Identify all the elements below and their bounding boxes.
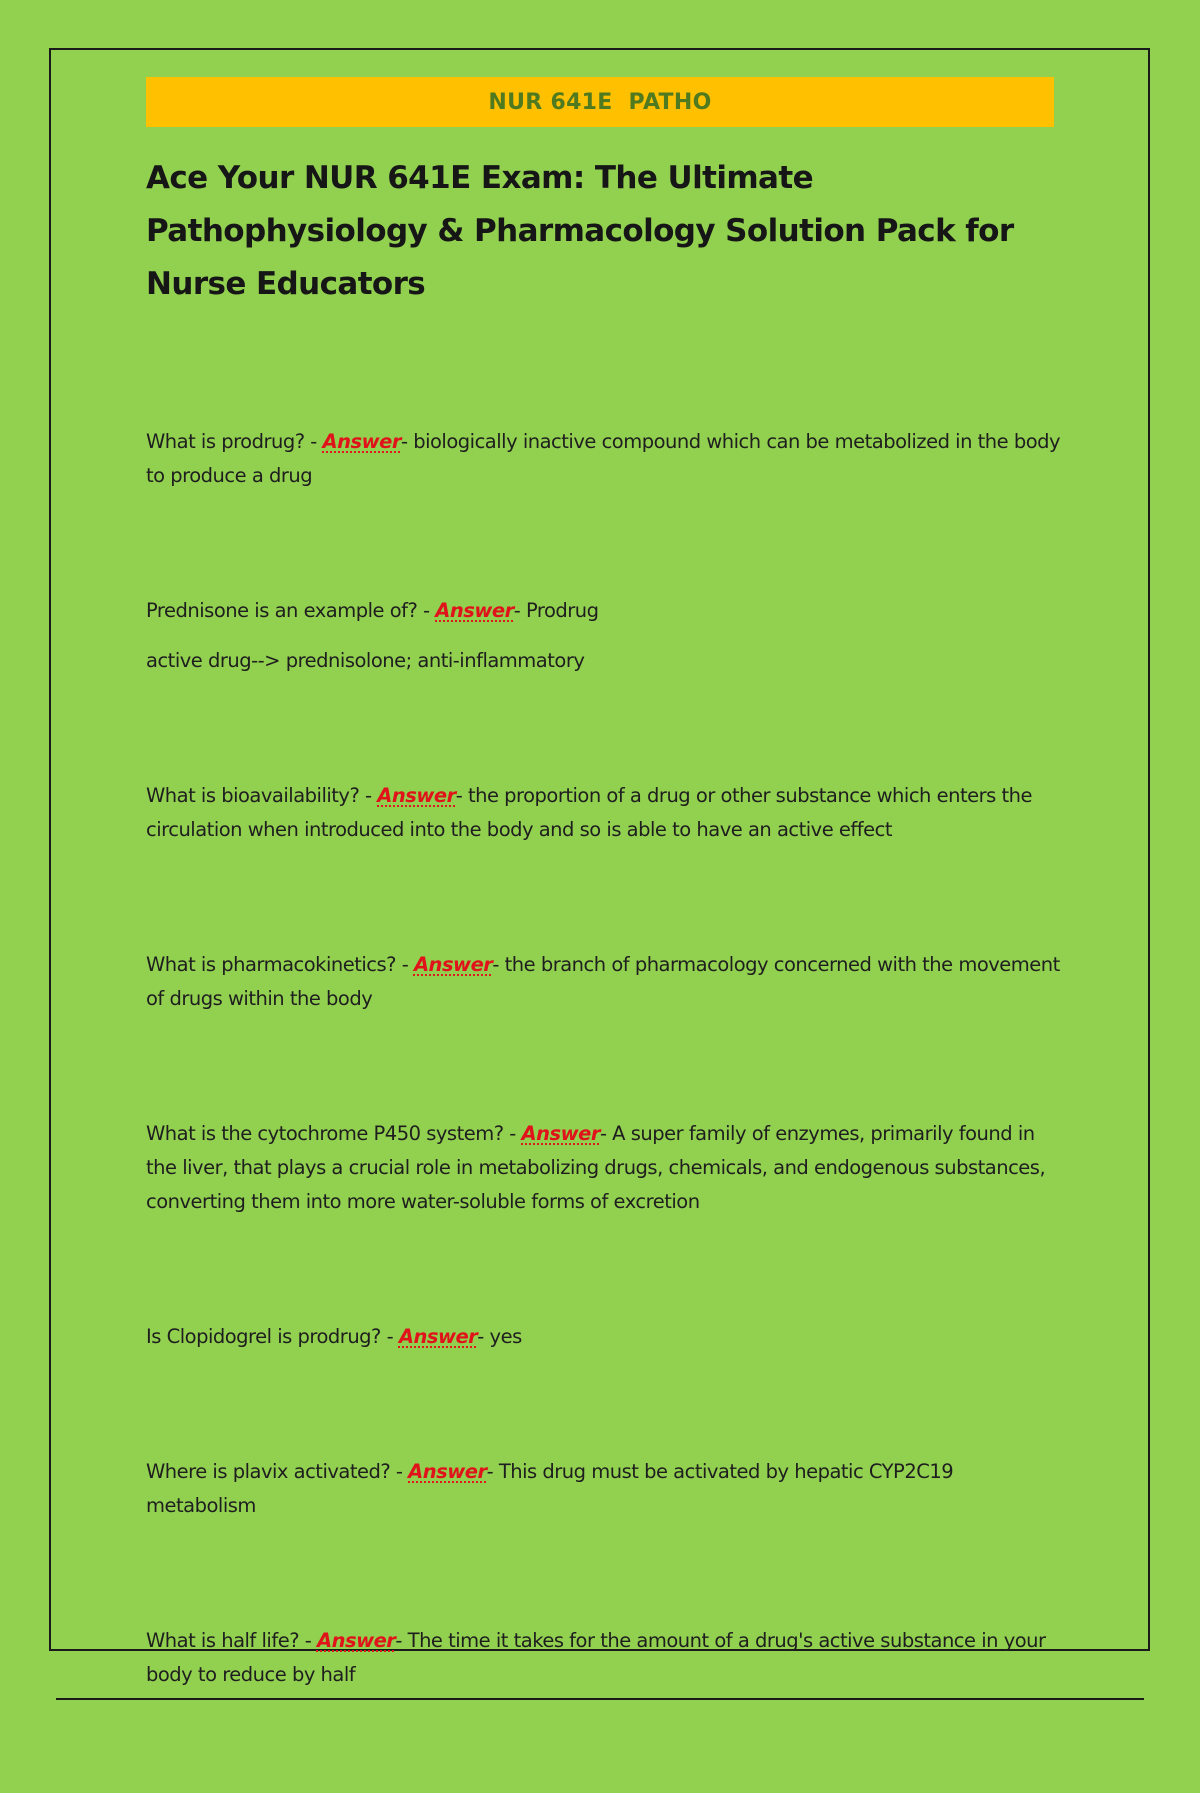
qa-item xyxy=(146,1117,1066,1219)
qa-item xyxy=(146,779,1066,847)
answer-detail: active drug--> prednisolone; anti-inflammatory xyxy=(146,649,585,672)
answer-label: Answer xyxy=(435,599,514,622)
answer-label: Answer xyxy=(377,784,456,807)
answer-label: Answer xyxy=(398,1325,478,1348)
answer-label: Answer xyxy=(408,1460,487,1483)
qa-item xyxy=(146,1320,1066,1354)
qa-item xyxy=(146,425,1066,493)
answer-label: Answer xyxy=(322,430,401,453)
question-text: What is prodrug? - xyxy=(146,430,323,453)
qa-item xyxy=(146,948,1066,1016)
answer-label: Answer xyxy=(413,953,493,976)
question-text: Where is plavix activated? - xyxy=(146,1460,409,1483)
question-text: Prednisone is an example of? - xyxy=(146,599,436,622)
answer-text: - yes xyxy=(477,1325,522,1348)
question-text: What is bioavailability? - xyxy=(146,784,378,807)
answer-text: - This drug must be activated by hepatic CYP2C19 metabolism xyxy=(146,1460,954,1517)
question-text: What is half life? - xyxy=(146,1629,317,1652)
answer-label: Answer xyxy=(521,1122,600,1145)
course-banner: NUR 641E PATHO xyxy=(146,77,1054,127)
question-text: Is Clopidogrel is prodrug? - xyxy=(146,1325,399,1348)
answer-text: - biologically inactive compound which can be metabolized in the body to produce a drug xyxy=(146,430,1061,487)
document-title: Ace Your NUR 641E Exam: The Ultimate Pathophysiology & Pharmacology Solution Pack for Nurse Educators xyxy=(146,160,1014,302)
question-text: What is pharmacokinetics? - xyxy=(146,953,414,976)
qa-item xyxy=(146,594,1066,628)
qa-item xyxy=(146,1624,1066,1692)
qa-item xyxy=(146,1455,1066,1523)
answer-text: - Prodrug xyxy=(513,599,599,622)
answer-text: - A super family of enzymes, primarily found in the liver, that plays a crucial role in metabolizing drugs, chemicals, and endogenous substances, converting them into more water-soluble forms of excretion xyxy=(146,1122,1046,1213)
answer-text: - the branch of pharmacology concerned with the movement of drugs within the body xyxy=(146,953,1060,1010)
question-text: What is the cytochrome P450 system? - xyxy=(146,1122,522,1145)
answer-text: - The time it takes for the amount of a drug's active substance in your body to reduce by half xyxy=(146,1629,1046,1686)
answer-label: Answer xyxy=(316,1629,396,1652)
qa-list xyxy=(146,425,1066,1793)
answer-text: - the proportion of a drug or other substance which enters the circulation when introduced into the body and so is able to have an active effect xyxy=(146,784,1032,841)
